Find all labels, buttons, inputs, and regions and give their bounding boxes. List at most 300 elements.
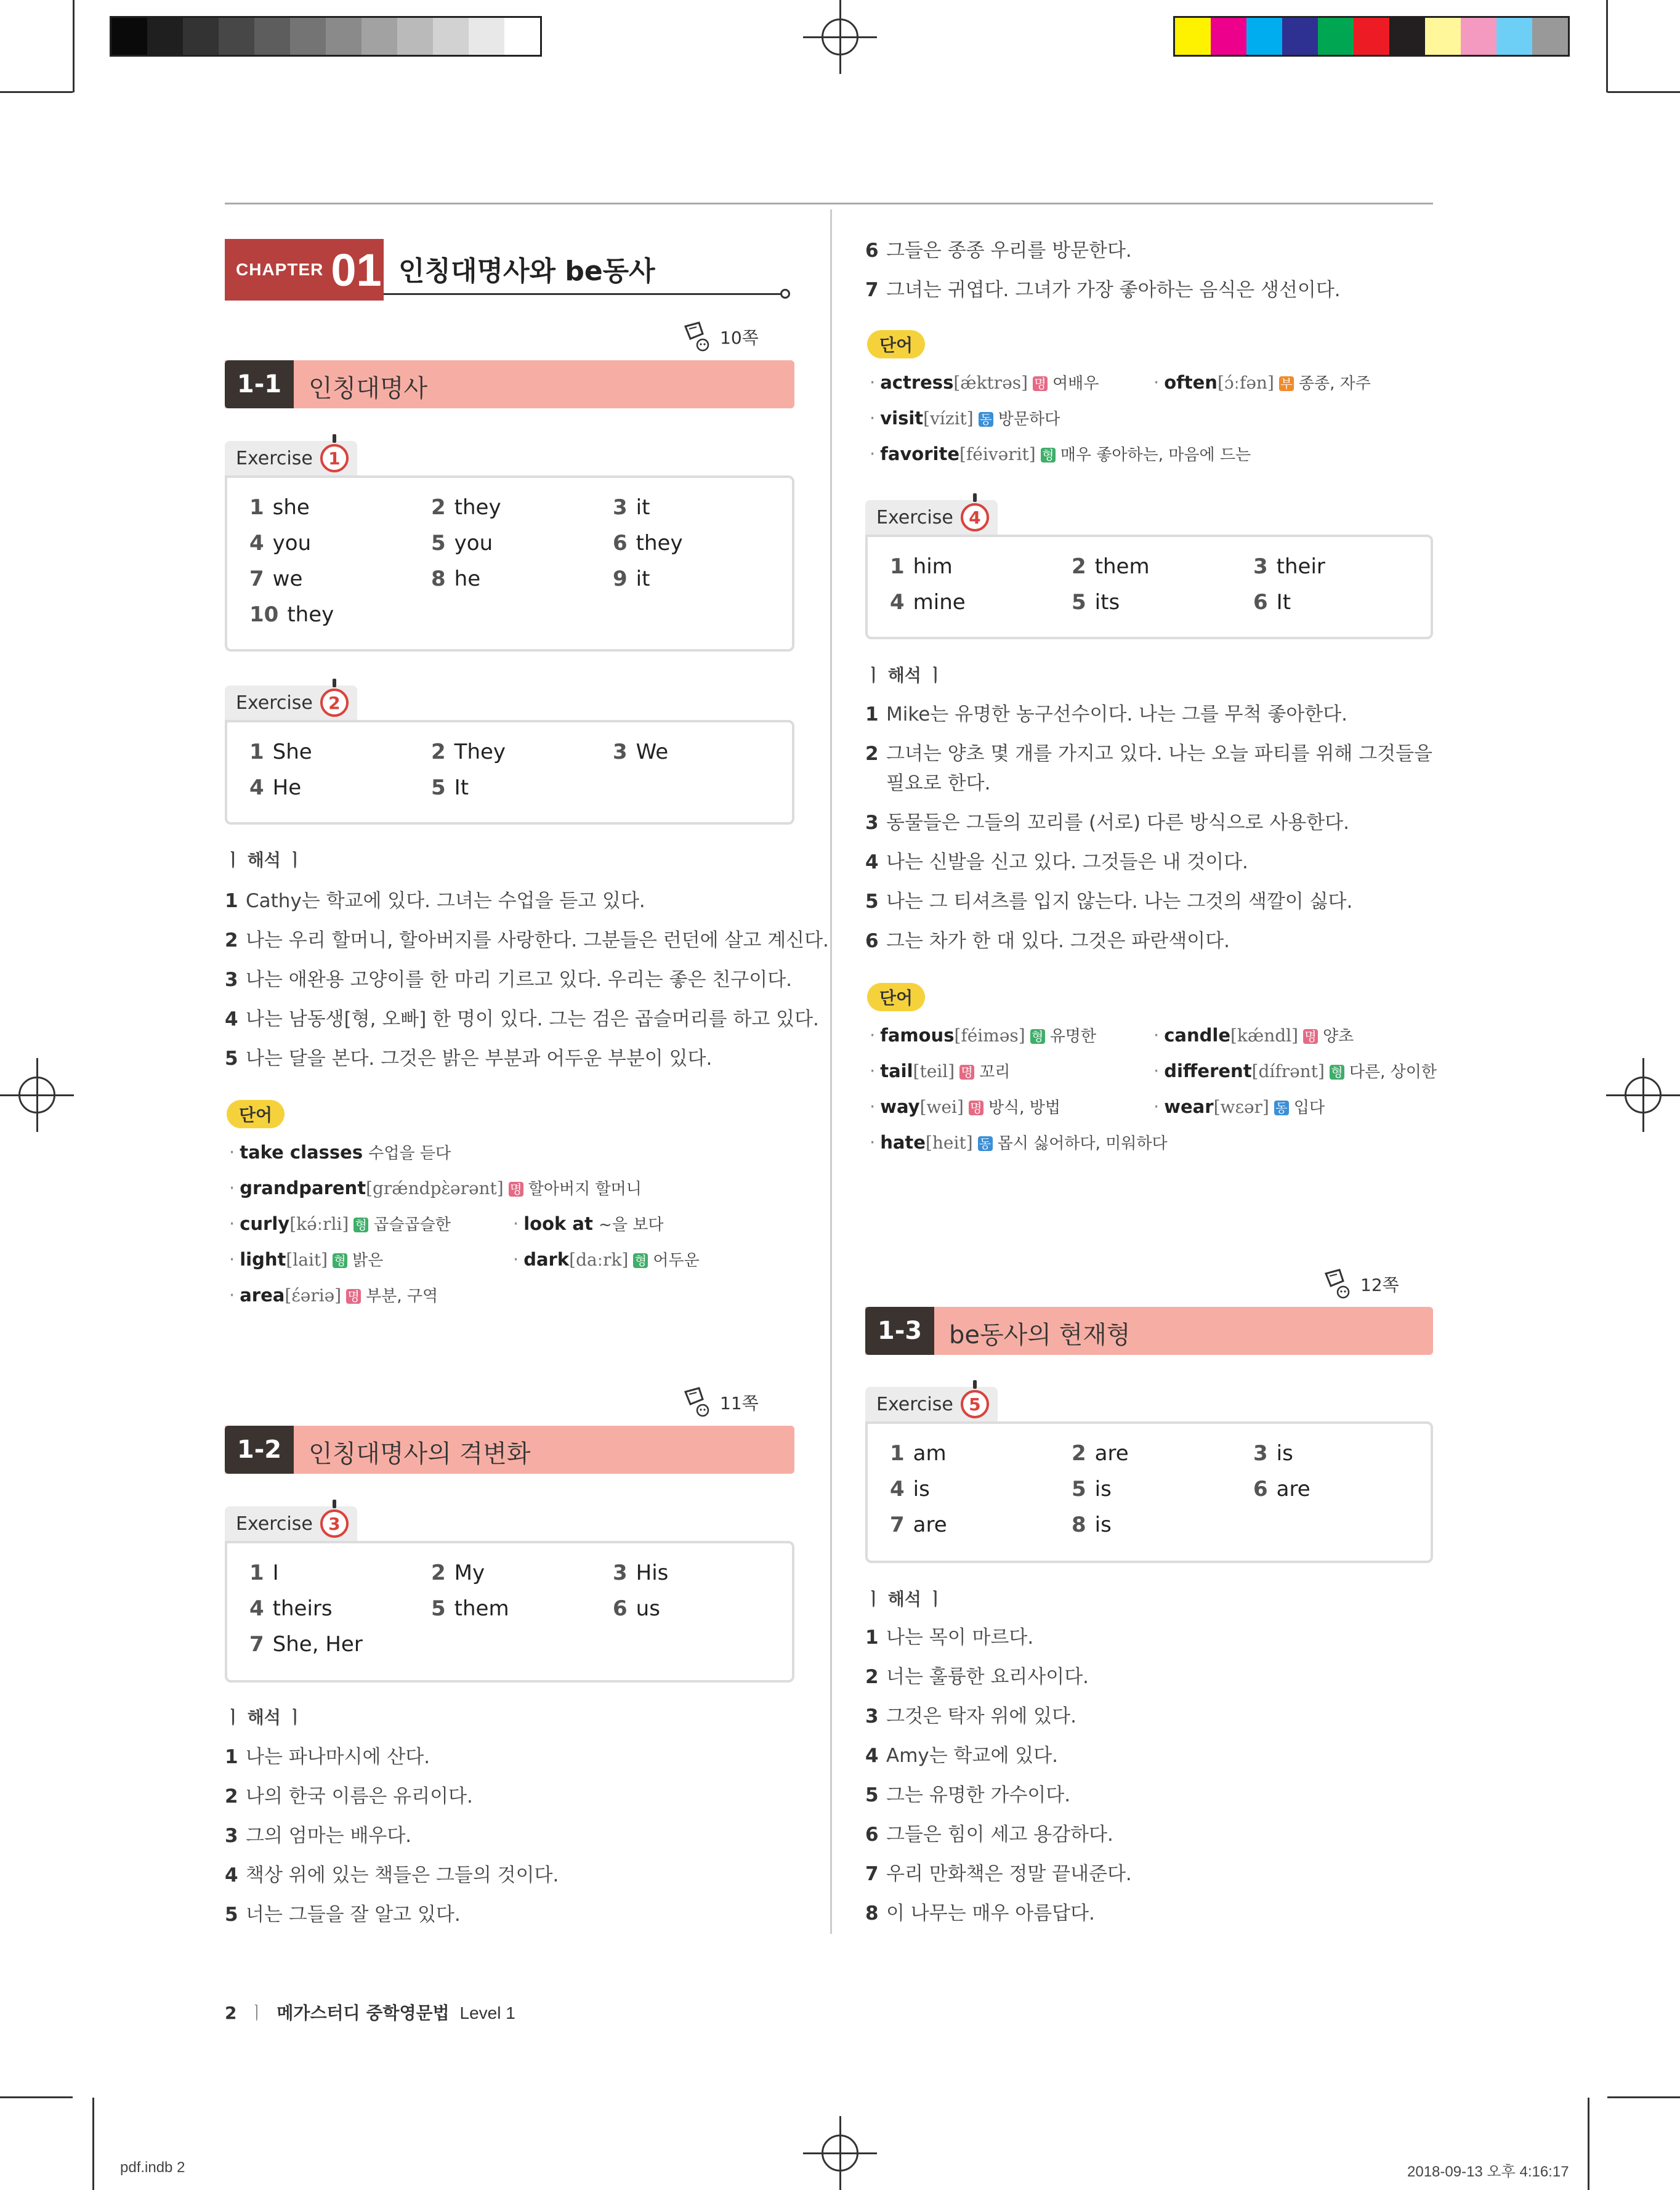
answer-text: it bbox=[636, 567, 650, 591]
answer-number: 4 bbox=[249, 775, 264, 800]
bullet-dot: · bbox=[1153, 1025, 1160, 1046]
translation-line bbox=[865, 236, 1132, 265]
vocab-entry bbox=[229, 1210, 451, 1239]
vocab-entry bbox=[870, 1093, 1060, 1122]
answer-text: they bbox=[454, 495, 501, 520]
translation-number: 4 bbox=[225, 1008, 238, 1030]
answer-item bbox=[890, 588, 1072, 617]
answer-number: 3 bbox=[613, 1561, 628, 1585]
color-patch bbox=[1461, 18, 1496, 55]
vocab-pronunciation: [féivərit] bbox=[959, 444, 1036, 464]
exercise-number-badge: 1 bbox=[320, 444, 349, 472]
translation-heading: ㅣ 해석 ㅣ bbox=[865, 1589, 944, 1609]
answer-text: mine bbox=[913, 590, 966, 615]
section-header-1-1 bbox=[225, 360, 794, 408]
vocab-entry bbox=[513, 1210, 663, 1239]
translation-number: 2 bbox=[865, 743, 879, 765]
translation-line bbox=[865, 1860, 1132, 1888]
vocab-word: different bbox=[1164, 1061, 1252, 1081]
vocab-entry bbox=[1153, 1021, 1354, 1051]
part-of-speech-badge: 동 bbox=[1274, 1101, 1289, 1115]
vocab-word: way bbox=[880, 1096, 920, 1117]
translation-line bbox=[865, 809, 1349, 837]
answer-number: 3 bbox=[613, 740, 628, 764]
part-of-speech-badge: 형 bbox=[1041, 448, 1056, 463]
bullet-dot: · bbox=[870, 408, 876, 429]
vocab-word: visit bbox=[880, 408, 924, 429]
answer-text: She, Her bbox=[272, 1632, 363, 1657]
translation-number: 5 bbox=[225, 1048, 238, 1070]
translation-text: Amy는 학교에 있다. bbox=[886, 1745, 1058, 1767]
translation-line bbox=[225, 1782, 473, 1811]
answer-text: I bbox=[272, 1561, 279, 1585]
answer-number: 3 bbox=[1253, 554, 1268, 579]
chapter-title: 인칭대명사와 be동사 bbox=[398, 256, 655, 287]
answer-box bbox=[225, 475, 794, 652]
part-of-speech-badge: 형 bbox=[333, 1253, 347, 1268]
vocab-badge: 단어 bbox=[867, 983, 925, 1011]
vocab-entry bbox=[870, 404, 1060, 434]
vocab-pronunciation: [heit] bbox=[925, 1133, 973, 1153]
vocab-pronunciation: [lait] bbox=[286, 1250, 328, 1270]
vocab-word: favorite bbox=[880, 443, 960, 464]
answer-text: you bbox=[454, 531, 493, 556]
vocab-pronunciation: [ɔ́ːfən] bbox=[1217, 373, 1274, 393]
answer-text: it bbox=[636, 495, 650, 520]
answer-number: 6 bbox=[613, 531, 628, 556]
exercise-3 bbox=[225, 1506, 794, 1683]
vocab-entry bbox=[870, 1021, 1096, 1051]
vocab-meaning: 방식, 방법 bbox=[988, 1099, 1060, 1117]
translation-number: 1 bbox=[225, 890, 238, 912]
answer-item bbox=[613, 1558, 780, 1588]
answer-number: 4 bbox=[249, 531, 264, 556]
answer-item bbox=[890, 1474, 1072, 1504]
color-patch bbox=[1282, 18, 1318, 55]
translation-line bbox=[865, 848, 1248, 876]
answer-item bbox=[1253, 1439, 1418, 1468]
answer-text: It bbox=[1276, 590, 1291, 615]
answer-item bbox=[431, 528, 613, 558]
translation-line bbox=[865, 276, 1341, 304]
translation-text: 그는 유명한 가수이다. bbox=[886, 1784, 1071, 1806]
answer-box bbox=[865, 535, 1433, 639]
answer-text: we bbox=[272, 567, 303, 591]
answer-text: am bbox=[913, 1441, 947, 1466]
color-patch bbox=[219, 18, 254, 55]
answer-text: us bbox=[636, 1596, 660, 1621]
page-footer bbox=[225, 2000, 515, 2024]
answer-text: is bbox=[1094, 1477, 1112, 1501]
translation-text: 나의 한국 이름은 유리이다. bbox=[246, 1785, 473, 1808]
part-of-speech-badge: 명 bbox=[1033, 376, 1048, 391]
color-patch bbox=[361, 18, 397, 55]
answer-text: him bbox=[913, 554, 953, 579]
part-of-speech-badge: 동 bbox=[979, 412, 993, 427]
vocab-word: hate bbox=[880, 1132, 926, 1153]
crop-mark-tr-h bbox=[1607, 91, 1680, 93]
translation-number: 6 bbox=[865, 930, 879, 952]
translation-text: 너는 그들을 잘 알고 있다. bbox=[246, 1904, 461, 1926]
answer-text: theirs bbox=[272, 1596, 333, 1621]
answer-number: 3 bbox=[613, 495, 628, 520]
translation-text: 이 나무는 매우 아름답다. bbox=[886, 1902, 1095, 1925]
vocab-pronunciation: [grǽndpɛ̀ərənt] bbox=[366, 1178, 504, 1198]
answer-text: are bbox=[913, 1513, 947, 1537]
answer-number: 5 bbox=[431, 1596, 446, 1621]
answer-text: their bbox=[1276, 554, 1325, 579]
translation-text: 나는 신발을 신고 있다. 그것들은 내 것이다. bbox=[886, 851, 1248, 873]
bullet-dot: · bbox=[229, 1213, 235, 1234]
vocab-entry bbox=[1153, 368, 1371, 398]
answer-item bbox=[1072, 1474, 1253, 1504]
answer-number: 6 bbox=[1253, 1477, 1268, 1501]
book-level: Level 1 bbox=[459, 2003, 515, 2022]
answer-item bbox=[249, 1630, 431, 1659]
answer-item bbox=[1072, 1439, 1253, 1468]
answer-item bbox=[249, 1594, 431, 1623]
color-patch bbox=[111, 18, 147, 55]
page-number: 2 bbox=[225, 2003, 237, 2023]
exercise-1 bbox=[225, 441, 794, 652]
answer-text: We bbox=[636, 740, 669, 764]
answer-text: they bbox=[287, 602, 334, 627]
vocab-entry bbox=[1153, 1093, 1325, 1122]
color-patch bbox=[397, 18, 433, 55]
answer-text: It bbox=[454, 775, 469, 800]
color-patch bbox=[1211, 18, 1246, 55]
part-of-speech-badge: 명 bbox=[346, 1289, 361, 1304]
vocab-meaning: 다른, 상이한 bbox=[1349, 1063, 1437, 1081]
vocab-pronunciation: [dífrənt] bbox=[1251, 1061, 1325, 1081]
translation-text: 필요로 한다. bbox=[886, 772, 991, 794]
exercise-tab bbox=[225, 685, 357, 720]
translation-line bbox=[225, 966, 792, 994]
slug-datetime: 2018-09-13 오후 4:16:17 bbox=[1407, 2164, 1569, 2180]
vocab-word: famous bbox=[880, 1025, 955, 1046]
page-ref-label: 10쪽 bbox=[720, 328, 759, 348]
part-of-speech-badge: 명 bbox=[1303, 1029, 1318, 1044]
vocab-meaning: 여배우 bbox=[1052, 374, 1099, 393]
translation-number: 2 bbox=[225, 1785, 238, 1808]
vocab-pronunciation: [daːrk] bbox=[569, 1250, 629, 1270]
translation-text: 나는 애완용 고양이를 한 마리 기르고 있다. 우리는 좋은 친구이다. bbox=[246, 969, 792, 991]
answer-text: are bbox=[1276, 1477, 1310, 1501]
translation-line bbox=[225, 1044, 712, 1073]
vocab-meaning: ~을 보다 bbox=[599, 1216, 664, 1234]
answer-number: 2 bbox=[1072, 1441, 1086, 1466]
translation-number: 5 bbox=[225, 1904, 238, 1926]
exercise-5 bbox=[865, 1387, 1433, 1563]
section-number: 1-3 bbox=[865, 1307, 934, 1355]
answer-text: are bbox=[1094, 1441, 1129, 1466]
translation-number: 2 bbox=[865, 1666, 879, 1688]
answer-text: is bbox=[1094, 1513, 1112, 1537]
answer-text: they bbox=[636, 531, 683, 556]
bullet-dot: · bbox=[870, 1025, 876, 1046]
vocab-entry bbox=[870, 440, 1251, 469]
exercise-label: Exercise bbox=[876, 1393, 953, 1415]
registration-mark-right bbox=[1606, 1058, 1680, 1132]
answer-item bbox=[431, 1558, 613, 1588]
color-patch bbox=[1354, 18, 1389, 55]
vocab-pronunciation: [wei] bbox=[919, 1097, 964, 1117]
vocab-meaning: 방문하다 bbox=[998, 410, 1060, 429]
translation-text: 책상 위에 있는 책들은 그들의 것이다. bbox=[246, 1864, 559, 1886]
answer-number: 4 bbox=[249, 1596, 264, 1621]
exercise-number-badge: 4 bbox=[961, 503, 989, 531]
translation-number: 1 bbox=[865, 703, 879, 725]
section-title: 인칭대명사의 격변화 bbox=[309, 1440, 531, 1468]
crop-mark-tl-h bbox=[0, 91, 73, 93]
answer-text: She bbox=[272, 740, 312, 764]
vocab-badge: 단어 bbox=[227, 1100, 285, 1128]
color-patch bbox=[1318, 18, 1354, 55]
vocab-pronunciation: [ɛ́əriə] bbox=[285, 1285, 342, 1306]
bullet-dot: · bbox=[513, 1249, 519, 1270]
chapter-underline-dot bbox=[780, 289, 790, 299]
color-patch bbox=[1425, 18, 1461, 55]
footer-separator: ㅣ bbox=[248, 2003, 265, 2023]
answer-number: 2 bbox=[1072, 554, 1086, 579]
exercise-label: Exercise bbox=[236, 1513, 313, 1535]
vocab-word: take classes bbox=[240, 1142, 363, 1163]
color-patch bbox=[1532, 18, 1568, 55]
translation-text: 그는 차가 한 대 있다. 그것은 파란색이다. bbox=[886, 930, 1230, 952]
vocab-word: wear bbox=[1164, 1096, 1214, 1117]
answer-number: 7 bbox=[890, 1513, 905, 1537]
chapter-badge bbox=[225, 239, 384, 301]
translation-number: 2 bbox=[225, 929, 238, 952]
translation-number: 4 bbox=[225, 1864, 238, 1886]
translation-number: 6 bbox=[865, 1824, 879, 1846]
registration-mark-top bbox=[803, 0, 877, 74]
vocab-entry bbox=[1153, 1057, 1437, 1086]
part-of-speech-badge: 형 bbox=[633, 1253, 648, 1268]
crop-mark-br-h bbox=[1607, 2096, 1680, 2098]
bullet-dot: · bbox=[229, 1249, 235, 1270]
page-ref-12 bbox=[1321, 1267, 1399, 1301]
answer-item bbox=[1253, 552, 1418, 581]
translation-text: 그녀는 양초 몇 개를 가지고 있다. 나는 오늘 파티를 위해 그것들을 bbox=[886, 743, 1432, 765]
translation-number: 7 bbox=[865, 279, 879, 301]
section-header-1-2 bbox=[225, 1426, 794, 1474]
part-of-speech-badge: 형 bbox=[353, 1218, 368, 1232]
answer-box bbox=[225, 1541, 794, 1683]
answer-number: 1 bbox=[890, 554, 905, 579]
answer-number: 8 bbox=[431, 567, 446, 591]
answer-item bbox=[1253, 588, 1418, 617]
vocab-meaning: 곱슬곱슬한 bbox=[373, 1216, 451, 1234]
bullet-dot: · bbox=[229, 1178, 235, 1198]
color-patch bbox=[326, 18, 361, 55]
vocab-meaning: 입다 bbox=[1293, 1099, 1325, 1117]
translation-number: 4 bbox=[865, 1745, 879, 1767]
color-patch bbox=[433, 18, 469, 55]
crop-mark-bl-v bbox=[92, 2098, 94, 2190]
vocab-entry bbox=[870, 1128, 1168, 1158]
translation-text: 나는 달을 본다. 그것은 밝은 부분과 어두운 부분이 있다. bbox=[246, 1048, 713, 1070]
bullet-dot: · bbox=[1153, 1096, 1160, 1117]
translation-number: 3 bbox=[225, 969, 238, 991]
answer-text: His bbox=[636, 1561, 669, 1585]
answer-number: 9 bbox=[613, 567, 628, 591]
answer-number: 1 bbox=[249, 495, 264, 520]
translation-text: Cathy는 학교에 있다. 그녀는 수업을 듣고 있다. bbox=[246, 890, 645, 912]
answer-text: you bbox=[272, 531, 312, 556]
answer-item bbox=[249, 564, 431, 594]
translation-text: 나는 목이 마르다. bbox=[886, 1626, 1034, 1649]
bullet-dot: · bbox=[229, 1142, 235, 1163]
translation-line bbox=[865, 1899, 1095, 1928]
part-of-speech-badge: 명 bbox=[509, 1182, 523, 1197]
answer-item bbox=[249, 600, 431, 629]
vocab-badge: 단어 bbox=[867, 330, 925, 358]
translation-number: 4 bbox=[865, 851, 879, 873]
color-patch bbox=[290, 18, 326, 55]
translation-line bbox=[865, 887, 1352, 916]
vocab-meaning: 수업을 듣다 bbox=[368, 1144, 451, 1163]
column-separator bbox=[830, 209, 832, 1934]
vocab-pronunciation: [kə́ːrli] bbox=[289, 1214, 349, 1234]
translation-line bbox=[225, 887, 645, 915]
answer-number: 6 bbox=[1253, 590, 1268, 615]
translation-text: 그녀는 귀엽다. 그녀가 가장 좋아하는 음식은 생선이다. bbox=[886, 279, 1341, 301]
registration-mark-bottom bbox=[803, 2116, 877, 2190]
translation-text: 그의 엄마는 배우다. bbox=[246, 1825, 412, 1847]
answer-text: she bbox=[272, 495, 310, 520]
translation-number: 7 bbox=[865, 1863, 879, 1885]
page-ref-label: 12쪽 bbox=[1360, 1275, 1399, 1295]
vocab-word: dark bbox=[523, 1249, 570, 1270]
translation-text: 우리 만화책은 정말 끝내준다. bbox=[886, 1863, 1132, 1885]
exercise-label: Exercise bbox=[236, 447, 313, 469]
bullet-dot: · bbox=[870, 443, 876, 464]
answer-item bbox=[613, 564, 780, 594]
vocab-entry bbox=[229, 1174, 642, 1203]
bullet-dot: · bbox=[513, 1213, 519, 1234]
bullet-dot: · bbox=[870, 372, 876, 393]
answer-item bbox=[1253, 1474, 1418, 1504]
answer-text: They bbox=[454, 740, 506, 764]
crop-mark-tr-v bbox=[1606, 0, 1608, 92]
translation-text: 그것은 탁자 위에 있다. bbox=[886, 1705, 1076, 1727]
vocab-meaning: 어두운 bbox=[653, 1251, 700, 1270]
exercise-label: Exercise bbox=[876, 506, 953, 528]
color-patch bbox=[1496, 18, 1532, 55]
bullet-dot: · bbox=[1153, 372, 1160, 393]
color-patch bbox=[254, 18, 290, 55]
answer-item bbox=[890, 1439, 1072, 1468]
exercise-4 bbox=[865, 500, 1433, 639]
vocab-word: grandparent bbox=[240, 1178, 366, 1198]
vocab-meaning: 매우 좋아하는, 마음에 드는 bbox=[1060, 446, 1251, 464]
vocab-word: area bbox=[240, 1285, 285, 1306]
exercise-2 bbox=[225, 685, 794, 825]
vocab-entry bbox=[513, 1245, 700, 1275]
translation-line bbox=[865, 1820, 1113, 1849]
crop-mark-tl-v bbox=[73, 0, 75, 92]
answer-number: 1 bbox=[249, 1561, 264, 1585]
translation-number: 6 bbox=[865, 240, 879, 262]
vocab-meaning: 할아버지 할머니 bbox=[528, 1180, 642, 1198]
translation-text: Mike는 유명한 농구선수이다. 나는 그를 무척 좋아한다. bbox=[886, 703, 1348, 725]
translation-text: 그들은 종종 우리를 방문한다. bbox=[886, 240, 1132, 262]
answer-grid bbox=[249, 737, 780, 802]
gray-color-bar bbox=[110, 16, 542, 57]
vocab-word: look at bbox=[523, 1213, 593, 1234]
translation-text: 동물들은 그들의 꼬리를 (서로) 다른 방식으로 사용한다. bbox=[886, 812, 1349, 834]
answer-number: 1 bbox=[249, 740, 264, 764]
answer-item bbox=[431, 773, 613, 802]
bullet-dot: · bbox=[1153, 1061, 1160, 1081]
answer-item bbox=[249, 737, 431, 767]
answer-item bbox=[249, 1558, 431, 1588]
header-rule bbox=[225, 203, 1433, 204]
translation-line bbox=[865, 740, 1432, 768]
translation-heading: ㅣ 해석 ㅣ bbox=[225, 1707, 304, 1727]
vocab-entry bbox=[229, 1245, 383, 1275]
section-header-1-3 bbox=[865, 1307, 1433, 1355]
color-patch bbox=[469, 18, 504, 55]
vocab-pronunciation: [féiməs] bbox=[954, 1025, 1025, 1046]
answer-number: 3 bbox=[1253, 1441, 1268, 1466]
translation-line bbox=[865, 1702, 1076, 1731]
crop-mark-bl-h bbox=[0, 2096, 73, 2098]
answer-text: them bbox=[454, 1596, 509, 1621]
page-ref-label: 11쪽 bbox=[720, 1393, 759, 1413]
answer-number: 6 bbox=[613, 1596, 628, 1621]
translation-number: 5 bbox=[865, 1784, 879, 1806]
part-of-speech-badge: 형 bbox=[1330, 1065, 1344, 1080]
translation-line bbox=[225, 926, 829, 955]
color-patch bbox=[1389, 18, 1425, 55]
translation-text: 나는 우리 할머니, 할아버지를 사랑한다. 그분들은 런던에 살고 계신다. bbox=[246, 929, 829, 952]
answer-number: 10 bbox=[249, 602, 279, 627]
vocab-meaning: 유명한 bbox=[1049, 1027, 1097, 1046]
vocab-entry bbox=[229, 1138, 451, 1168]
answer-grid bbox=[249, 493, 780, 629]
translation-line bbox=[865, 700, 1347, 729]
translation-line bbox=[865, 927, 1230, 955]
translation-line bbox=[865, 769, 990, 798]
chapter-word: CHAPTER bbox=[236, 260, 324, 279]
answer-number: 2 bbox=[431, 1561, 446, 1585]
answer-item bbox=[613, 737, 780, 767]
answer-number: 4 bbox=[890, 1477, 905, 1501]
answer-item bbox=[249, 528, 431, 558]
vocab-word: candle bbox=[1164, 1025, 1230, 1046]
answer-item bbox=[1072, 588, 1253, 617]
answer-number: 7 bbox=[249, 567, 264, 591]
registration-mark-left bbox=[0, 1058, 74, 1132]
pencil-icon bbox=[680, 1386, 714, 1419]
vocab-word: tail bbox=[880, 1061, 913, 1081]
translation-heading: ㅣ 해석 ㅣ bbox=[865, 665, 944, 685]
section-number: 1-1 bbox=[225, 360, 294, 408]
answer-item bbox=[431, 564, 613, 594]
answer-number: 5 bbox=[431, 775, 446, 800]
crop-mark-br-v bbox=[1588, 2098, 1589, 2190]
page-ref-10 bbox=[680, 320, 759, 354]
answer-text: is bbox=[1276, 1441, 1293, 1466]
cmyk-color-bar bbox=[1173, 16, 1570, 57]
section-title: 인칭대명사 bbox=[309, 374, 428, 403]
color-patch bbox=[1175, 18, 1211, 55]
vocab-meaning: 몹시 싫어하다, 미워하다 bbox=[997, 1134, 1168, 1153]
chapter-number: 01 bbox=[331, 244, 382, 296]
vocab-word: curly bbox=[240, 1213, 290, 1234]
